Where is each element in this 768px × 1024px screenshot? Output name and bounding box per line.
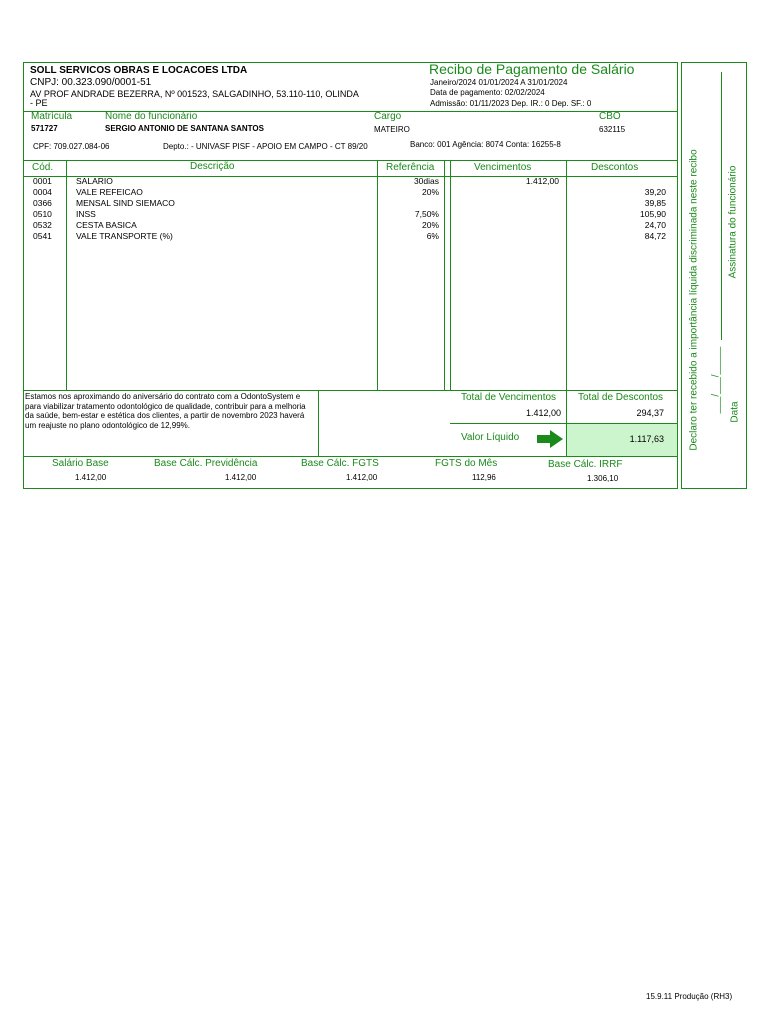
company-cnpj: CNPJ: 00.323.090/0001-51 [30, 77, 152, 88]
payment-date: Data de pagamento: 02/02/2024 [430, 88, 545, 97]
divider [566, 160, 567, 456]
admission-info: Admissão: 01/11/2023 Dep. IR.: 0 Dep. SF.: 0 [430, 99, 592, 108]
row-cod: 0366 [33, 198, 52, 208]
salario-base-label: Salário Base [52, 458, 109, 469]
salario-base-value: 1.412,00 [75, 473, 107, 482]
cargo-value: MATEIRO [374, 125, 410, 134]
row-cod: 0001 [33, 176, 52, 186]
row-desc: SALARIO [76, 176, 113, 186]
cpf-value: CPF: 709.027.084-06 [33, 142, 110, 151]
company-address: AV PROF ANDRADE BEZERRA, Nº 001523, SALGADINHO, 53.110-110, OLINDA [30, 89, 359, 99]
divider [23, 456, 678, 457]
col-descontos-header: Descontos [591, 162, 639, 173]
row-descto: 39,85 [644, 198, 666, 208]
row-desc: VALE TRANSPORTE (%) [76, 231, 173, 241]
company-name: SOLL SERVICOS OBRAS E LOCACOES LTDA [30, 65, 248, 76]
signature-label: Assinatura do funcionário [727, 165, 739, 279]
cbo-value: 632115 [599, 125, 626, 134]
total-vencimentos-label: Total de Vencimentos [461, 392, 557, 403]
row-ref: 6% [426, 231, 439, 241]
col-cod-header: Cód. [32, 162, 54, 173]
base-previdencia-label: Base Cálc. Previdência [154, 458, 258, 469]
row-desc: CESTA BASICA [76, 220, 137, 230]
cargo-label: Cargo [374, 111, 402, 122]
matricula-value: 571727 [31, 124, 58, 133]
row-desc: INSS [76, 209, 96, 219]
col-vencimentos-header: Vencimentos [474, 162, 532, 173]
divider [66, 160, 67, 390]
col-descricao-header: Descrição [190, 161, 235, 172]
valor-liquido-label: Valor Líquido [461, 432, 520, 443]
base-irrf-label: Base Cálc. IRRF [548, 459, 623, 470]
base-irrf-value: 1.306,10 [587, 474, 619, 483]
receipt-declaration: Declaro ter recebido a importância líquida discriminada neste recibo [688, 149, 700, 451]
row-ref: 20% [421, 187, 439, 197]
total-descontos-value: 294,37 [636, 408, 664, 418]
row-descto: 24,70 [644, 220, 666, 230]
cbo-label: CBO [599, 111, 621, 122]
divider [450, 160, 451, 390]
fgts-mes-label: FGTS do Mês [435, 458, 498, 469]
row-venc: 1.412,00 [525, 176, 559, 186]
base-previdencia-value: 1.412,00 [225, 473, 257, 482]
row-cod: 0004 [33, 187, 52, 197]
receipt-title: Recibo de Pagamento de Salário [429, 61, 635, 77]
total-vencimentos-value: 1.412,00 [525, 408, 561, 418]
total-descontos-label: Total de Descontos [578, 392, 664, 403]
row-descto: 39,20 [644, 187, 666, 197]
depto-value: Depto.: - UNIVASF PISF - APOIO EM CAMPO - CT 89/20 [163, 142, 368, 151]
employee-name: SERGIO ANTONIO DE SANTANA SANTOS [105, 124, 264, 133]
signature-line [721, 72, 722, 340]
fgts-mes-value: 112,96 [472, 473, 496, 482]
row-desc: MENSAL SIND SIEMACO [76, 198, 175, 208]
row-cod: 0510 [33, 209, 52, 219]
row-descto: 105,90 [640, 209, 666, 219]
matricula-label: Matrícula [31, 111, 73, 122]
base-fgts-value: 1.412,00 [346, 473, 378, 482]
row-desc: VALE REFEICAO [76, 187, 143, 197]
row-cod: 0541 [33, 231, 52, 241]
row-ref: 20% [421, 220, 439, 230]
date-line: ___/___/_____ [710, 346, 722, 414]
divider [23, 176, 678, 177]
divider [318, 390, 319, 456]
row-descto: 84,72 [644, 231, 666, 241]
divider [444, 160, 445, 390]
base-fgts-label: Base Cálc. FGTS [301, 458, 379, 469]
divider [23, 390, 678, 391]
divider [23, 160, 678, 161]
divider [377, 160, 378, 390]
arrow-right-icon [537, 430, 563, 448]
row-ref: 30dias [413, 176, 439, 186]
footer-version: 15.9.11 Produção (RH3) [646, 992, 733, 1001]
receipt-period: Janeiro/2024 01/01/2024 A 31/01/2024 [430, 78, 568, 87]
date-label: Data [729, 401, 741, 423]
row-ref: 7,50% [414, 209, 439, 219]
name-label: Nome do funcionário [105, 111, 198, 122]
valor-liquido-value: 1.117,63 [629, 434, 664, 444]
message-text: Estamos nos aproximando do aniversário do contrato com a OdontoSystem e para viabilizar tratamento odontológico de qualidade, contribuir para a melhoria da saúde, bem-estar e estética dos clientes, a partir de novembro 2023 haverá um reajuste no plano odontológico de 12,99%. [25, 392, 306, 430]
row-cod: 0532 [33, 220, 52, 230]
bank-info: Banco: 001 Agência: 8074 Conta: 16255-8 [410, 140, 561, 149]
company-address-2: - PE [30, 98, 48, 108]
col-referencia-header: Referência [386, 162, 435, 173]
